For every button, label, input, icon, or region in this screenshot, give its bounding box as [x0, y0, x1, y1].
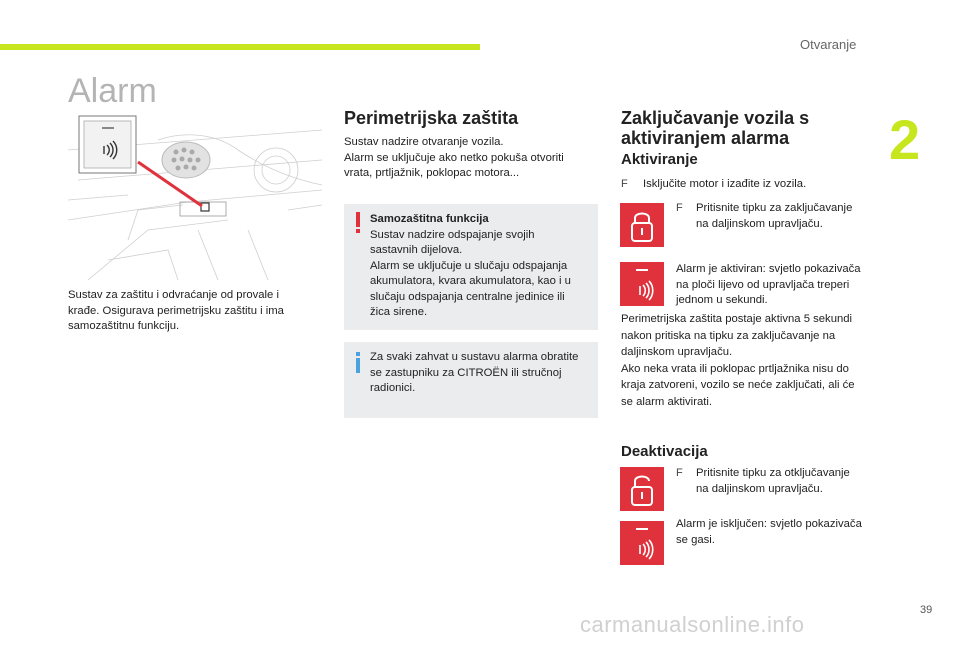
accent-bar	[0, 44, 480, 50]
chapter-number: 2	[889, 108, 921, 171]
text-line: Pritisnite tipku za otključavanje	[696, 467, 850, 479]
intro-paragraph	[68, 288, 318, 335]
locking-heading	[621, 108, 881, 148]
text-line: na daljinskom upravljaču.	[696, 482, 823, 495]
text-line: Alarm se uključuje u slučaju odspajanja	[370, 259, 568, 272]
warning-exclamation-icon	[353, 212, 363, 234]
text-line: vrata, prtljažnik, poklopac motora...	[344, 167, 520, 179]
text-line: Pritisnite tipku za zaključavanje	[696, 202, 853, 214]
activation-heading: Aktiviranje	[621, 151, 698, 168]
text-line: Alarm je isključen: svjetlo pokazivača	[676, 518, 862, 530]
lock-button-icon	[620, 203, 664, 247]
text-line: se zastupniku za CITROËN ili stručnoj	[370, 366, 562, 379]
page-title: Alarm	[68, 72, 157, 110]
heading-line: Zaključavanje vozila s	[621, 108, 810, 128]
text-line: kraja zatvoreni, vozilo se neće zaključati, ali će	[621, 379, 855, 392]
perimetric-activation-paragraph	[621, 311, 883, 411]
text-line: Sustav nadzire otvaranje vozila.	[344, 136, 504, 148]
alarm-deactivated-text	[676, 517, 876, 548]
text-line: sastavnih dijelova.	[370, 244, 463, 256]
deactivation-heading: Deaktivacija	[621, 443, 708, 460]
section-label: Otvaranje	[800, 37, 857, 52]
text-line: Sustav nadzire odspajanje svojih	[370, 228, 535, 241]
watermark: carmanualsonline.info	[580, 612, 805, 637]
page-number: 39	[920, 604, 933, 616]
perimetric-heading: Perimetrijska zaštita	[344, 108, 519, 128]
text-line: krađe. Osigurava perimetrijsku zaštitu i ima	[68, 304, 284, 317]
air-vent-icon	[162, 142, 210, 178]
warning-note	[344, 204, 598, 330]
text-line: na daljinskom upravljaču.	[696, 217, 823, 230]
text-line: Za svaki zahvat u sustavu alarma obratite	[370, 351, 579, 363]
step-press-unlock	[676, 466, 876, 497]
step-text: Isključite motor i izađite iz vozila.	[643, 178, 807, 190]
text-line: se gasi.	[676, 533, 715, 546]
text-line: se alarm aktivirati.	[621, 395, 713, 408]
text-line: žica sirene.	[370, 306, 428, 318]
alarm-off-indicator-icon	[620, 521, 664, 565]
heading-line: aktiviranjem alarma	[621, 128, 790, 148]
info-icon	[353, 352, 363, 374]
text-line: samozaštitnu funkciju.	[68, 320, 180, 332]
bullet-glyph: F	[621, 178, 628, 190]
text-line: akumulatora, kvara akumulatora, kao i u	[370, 275, 571, 287]
text-line: jednom u sekundi.	[676, 294, 768, 306]
unlock-button-icon	[620, 467, 664, 511]
text-line: Perimetrijska zaštita postaje aktivna 5 sekundi	[621, 313, 853, 325]
step-press-lock	[676, 201, 876, 232]
text-line: Alarm je aktiviran: svjetlo pokazivača	[676, 263, 861, 275]
dashboard-illustration	[68, 110, 322, 280]
step-stop-engine	[621, 177, 881, 193]
perimetric-paragraph	[344, 135, 600, 182]
bullet-glyph: F	[676, 467, 683, 479]
text-line: slučaju odspajanja centralne jedinice ili	[370, 290, 565, 303]
bullet-glyph: F	[676, 202, 683, 214]
alarm-indicator-icon	[620, 262, 664, 306]
text-line: nakon pritiska na tipku za zaključavanje na	[621, 329, 836, 342]
text-line: radionici.	[370, 382, 416, 394]
text-line: daljinskom upravljaču.	[621, 346, 733, 359]
warning-title: Samozaštitna funkcija	[370, 213, 489, 225]
text-line: na ploči lijevo od upravljača treperi	[676, 278, 850, 291]
text-line: Alarm se uključuje ako netko pokuša otvoriti	[344, 151, 564, 164]
text-line: Sustav za zaštitu i odvraćanje od provale i	[68, 289, 279, 301]
alarm-activated-text	[676, 262, 876, 309]
alarm-button-location	[201, 203, 209, 211]
text-line: Ako neka vrata ili poklopac prtljažnika nisu do	[621, 362, 849, 375]
info-note	[344, 342, 598, 418]
